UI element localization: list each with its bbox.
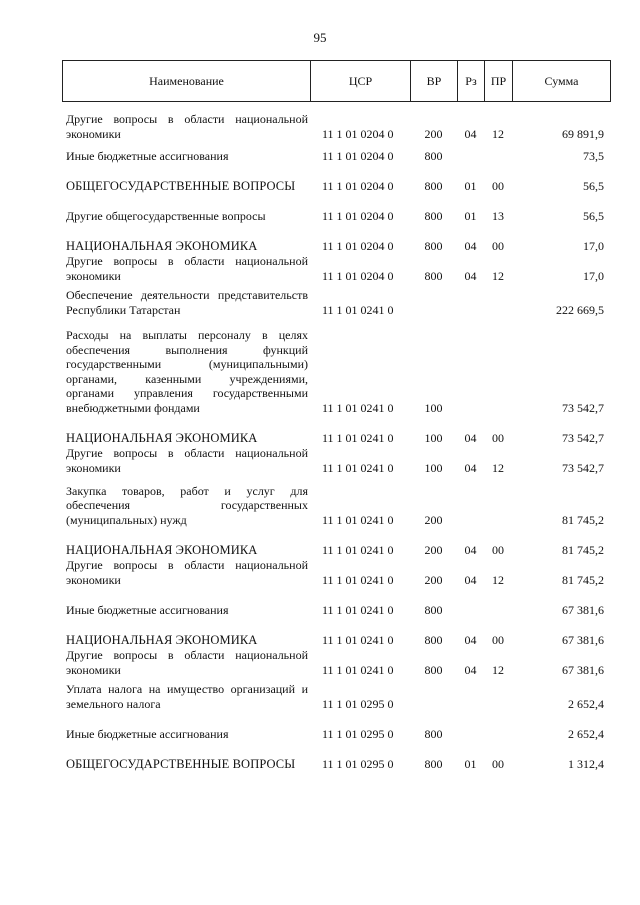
cell-sum: 73 542,7 (562, 400, 604, 415)
cell-vr: 800 (424, 726, 443, 741)
cell-rz (457, 677, 484, 711)
cell-vr: 800 (424, 756, 443, 771)
table-row (62, 741, 610, 771)
cell-rz: 04 (464, 572, 477, 587)
cell-vr: 800 (424, 178, 443, 193)
cell-csr: 11 1 01 0295 0 (322, 696, 394, 711)
cell-rz: 04 (464, 126, 477, 141)
cell-rz (457, 141, 484, 163)
page-number: 95 (313, 30, 327, 45)
cell-csr: 11 1 01 0295 0 (322, 726, 394, 741)
table-row (62, 253, 610, 283)
table-row (62, 475, 610, 527)
cell-pr: 12 (492, 268, 504, 283)
cell-name: Закупка товаров, работ и услуг для обеспечения государственных (муниципальных) нужд (66, 483, 308, 527)
cell-name: Обеспечение деятельности представительств Республики Татарстан (66, 288, 308, 317)
cell-rz: 04 (464, 268, 477, 283)
budget-table (62, 103, 610, 771)
cell-name: Другие вопросы в области национальной экономики (66, 648, 308, 677)
cell-name: НАЦИОНАЛЬНАЯ ЭКОНОМИКА (66, 430, 258, 445)
table-header (62, 60, 611, 102)
cell-vr: 200 (424, 126, 443, 141)
cell-vr: 800 (424, 148, 443, 163)
cell-csr: 11 1 01 0204 0 (322, 208, 394, 223)
cell-pr: 00 (492, 430, 504, 445)
cell-name: Другие вопросы в области национальной экономики (66, 446, 308, 475)
header-csr: ЦСР (311, 61, 411, 102)
cell-vr: 200 (424, 572, 443, 587)
cell-vr: 800 (424, 238, 443, 253)
table-row (62, 445, 610, 475)
cell-pr: 00 (492, 632, 504, 647)
cell-pr: 00 (492, 756, 504, 771)
cell-csr: 11 1 01 0204 0 (322, 178, 394, 193)
cell-name: Другие вопросы в области национальной экономики (66, 112, 308, 141)
header-sum: Сумма (513, 61, 611, 102)
header-name: Наименование (63, 61, 311, 102)
table-row (62, 103, 610, 141)
cell-vr: 100 (424, 460, 443, 475)
cell-name: Иные бюджетные ассигнования (66, 726, 229, 741)
cell-rz: 01 (464, 756, 477, 771)
cell-sum: 222 669,5 (556, 302, 604, 317)
table-row (62, 647, 610, 677)
cell-csr: 11 1 01 0204 0 (322, 126, 394, 141)
table-row (62, 283, 610, 317)
cell-pr (484, 711, 512, 741)
cell-sum: 73,5 (583, 148, 604, 163)
cell-sum: 73 542,7 (562, 460, 604, 475)
cell-vr: 100 (424, 430, 443, 445)
cell-csr: 11 1 01 0295 0 (322, 756, 394, 771)
cell-csr: 11 1 01 0241 0 (322, 632, 394, 647)
table-row (62, 163, 610, 193)
cell-sum: 2 652,4 (568, 696, 604, 711)
cell-name: НАЦИОНАЛЬНАЯ ЭКОНОМИКА (66, 238, 258, 253)
cell-sum: 81 745,2 (562, 572, 604, 587)
table-row (62, 141, 610, 163)
table-row (62, 223, 610, 253)
cell-pr: 12 (492, 572, 504, 587)
cell-rz: 04 (464, 662, 477, 677)
cell-name: Другие общегосударственные вопросы (66, 208, 266, 223)
cell-vr: 200 (424, 542, 443, 557)
cell-rz: 01 (464, 208, 477, 223)
cell-sum: 56,5 (583, 208, 604, 223)
cell-csr: 11 1 01 0241 0 (322, 662, 394, 677)
cell-csr: 11 1 01 0204 0 (322, 268, 394, 283)
cell-csr: 11 1 01 0241 0 (322, 400, 394, 415)
cell-pr (484, 283, 512, 317)
cell-vr: 800 (424, 602, 443, 617)
cell-pr (484, 141, 512, 163)
cell-name: Уплата налога на имущество организаций и земельного налога (66, 682, 308, 711)
cell-sum: 17,0 (583, 268, 604, 283)
cell-pr: 12 (492, 126, 504, 141)
table-row (62, 587, 610, 617)
cell-pr: 00 (492, 542, 504, 557)
cell-name: ОБЩЕГОСУДАРСТВЕННЫЕ ВОПРОСЫ (66, 756, 296, 771)
header-pr: ПР (485, 61, 513, 102)
cell-name: НАЦИОНАЛЬНАЯ ЭКОНОМИКА (66, 632, 258, 647)
table-row (62, 317, 610, 415)
cell-csr: 11 1 01 0204 0 (322, 238, 394, 253)
cell-vr: 100 (424, 400, 443, 415)
cell-name: Иные бюджетные ассигнования (66, 602, 229, 617)
cell-csr: 11 1 01 0241 0 (322, 572, 394, 587)
table-row (62, 193, 610, 223)
cell-sum: 67 381,6 (562, 632, 604, 647)
cell-csr: 11 1 01 0204 0 (322, 148, 394, 163)
cell-csr: 11 1 01 0241 0 (322, 430, 394, 445)
cell-rz (457, 711, 484, 741)
cell-vr: 800 (424, 632, 443, 647)
cell-sum: 81 745,2 (562, 512, 604, 527)
cell-csr: 11 1 01 0241 0 (322, 602, 394, 617)
cell-sum: 73 542,7 (562, 430, 604, 445)
cell-pr (484, 317, 512, 415)
cell-vr (410, 677, 457, 711)
cell-rz (457, 587, 484, 617)
cell-pr (484, 475, 512, 527)
header-rz: Рз (458, 61, 485, 102)
cell-rz: 04 (464, 430, 477, 445)
cell-csr: 11 1 01 0241 0 (322, 542, 394, 557)
cell-name: НАЦИОНАЛЬНАЯ ЭКОНОМИКА (66, 542, 258, 557)
cell-rz: 04 (464, 542, 477, 557)
cell-vr: 200 (424, 512, 443, 527)
header-vr: ВР (411, 61, 458, 102)
cell-sum: 56,5 (583, 178, 604, 193)
cell-rz: 04 (464, 632, 477, 647)
cell-pr: 00 (492, 178, 504, 193)
cell-pr: 13 (492, 208, 504, 223)
cell-rz (457, 283, 484, 317)
table-row (62, 677, 610, 711)
cell-sum: 1 312,4 (568, 756, 604, 771)
cell-sum: 67 381,6 (562, 602, 604, 617)
cell-rz: 04 (464, 238, 477, 253)
cell-csr: 11 1 01 0241 0 (322, 302, 394, 317)
cell-vr (410, 283, 457, 317)
cell-name: ОБЩЕГОСУДАРСТВЕННЫЕ ВОПРОСЫ (66, 178, 296, 193)
cell-pr (484, 677, 512, 711)
cell-rz: 01 (464, 178, 477, 193)
cell-name: Иные бюджетные ассигнования (66, 148, 229, 163)
cell-sum: 67 381,6 (562, 662, 604, 677)
cell-pr (484, 587, 512, 617)
table-row (62, 527, 610, 557)
cell-name: Другие вопросы в области национальной экономики (66, 254, 308, 283)
cell-csr: 11 1 01 0241 0 (322, 460, 394, 475)
table-body (62, 103, 610, 771)
cell-name: Другие вопросы в области национальной экономики (66, 558, 308, 587)
table-row (62, 415, 610, 445)
cell-sum: 69 891,9 (562, 126, 604, 141)
cell-rz: 04 (464, 460, 477, 475)
table-row (62, 617, 610, 647)
cell-csr: 11 1 01 0241 0 (322, 512, 394, 527)
cell-name: Расходы на выплаты персоналу в целях обеспечения выполнения функций государственными (муниципальными) органами, казенными учреждениями, органами управления государственными внебюджетными фондами (66, 328, 308, 415)
cell-sum: 17,0 (583, 238, 604, 253)
cell-pr: 12 (492, 662, 504, 677)
cell-vr: 800 (424, 662, 443, 677)
table-row (62, 557, 610, 587)
cell-pr: 12 (492, 460, 504, 475)
table-row (62, 711, 610, 741)
cell-sum: 81 745,2 (562, 542, 604, 557)
cell-rz (457, 317, 484, 415)
cell-vr: 800 (424, 208, 443, 223)
cell-vr: 800 (424, 268, 443, 283)
cell-pr: 00 (492, 238, 504, 253)
cell-rz (457, 475, 484, 527)
cell-sum: 2 652,4 (568, 726, 604, 741)
